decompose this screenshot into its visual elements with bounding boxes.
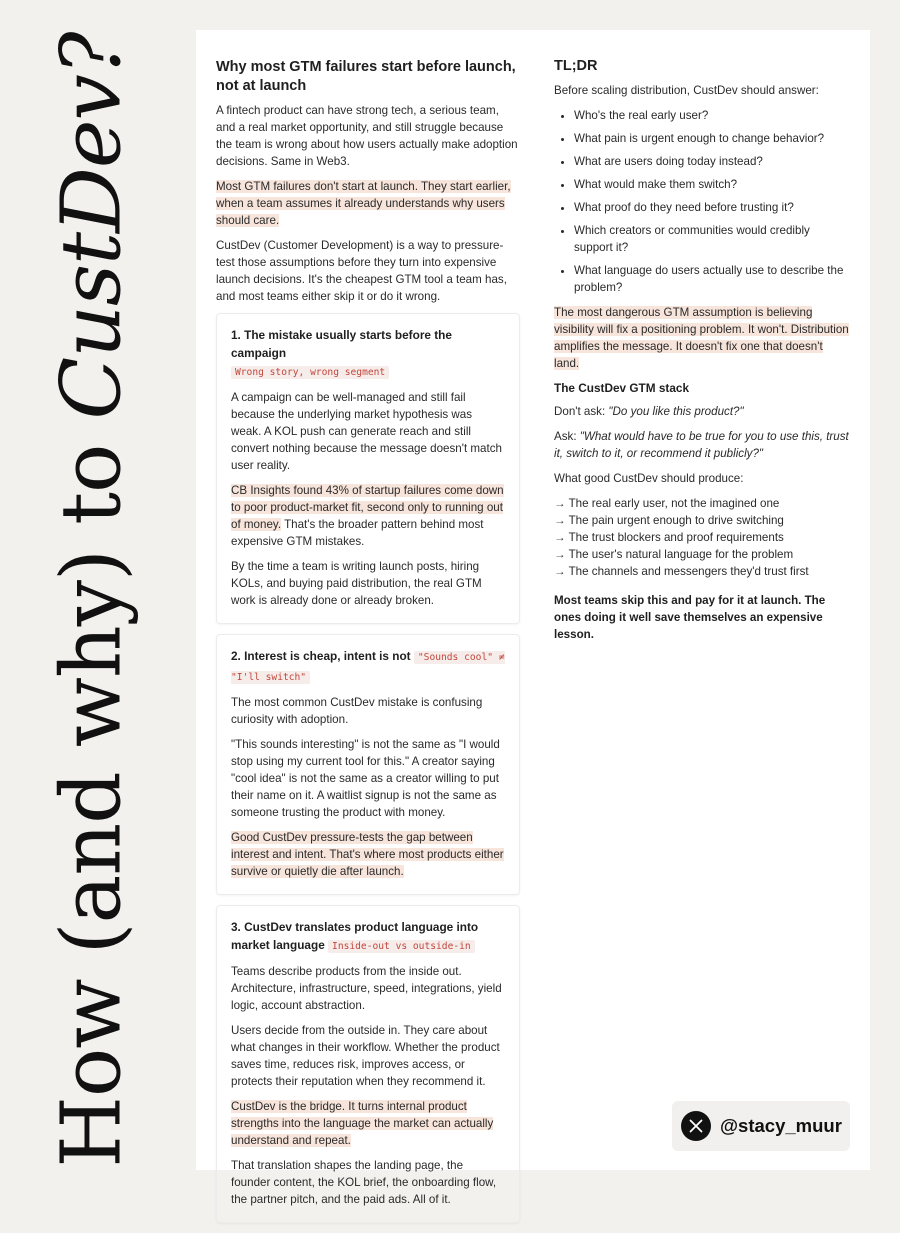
list-item: • What proof do they need before trusting it? [574,199,850,216]
warning-highlight: The most dangerous GTM assumption is believing visibility will fix a positioning problem. It won't. Distribution amplifies the message. It doesn't fix one that doesn't land. [554,306,849,370]
card-paragraph: That translation shapes the landing page, the founder content, the KOL brief, the onboarding flow, the partner pitch, and the paid ads. All of it. [231,1159,497,1206]
card-paragraph: A campaign can be well-managed and still fail because the underlying market hypothesis was weak. A KOL push can generate reach and still convert nothing because the message doesn't match user reality. [231,391,502,472]
intro-highlight: Most GTM failures don't start at launch. They start earlier, when a team assumes it already understands why users should care. [216,180,511,227]
card-highlight: Good CustDev pressure-tests the gap between interest and intent. That's where most products either survive or quietly die after launch. [231,831,504,878]
section-card-1 [216,313,520,624]
list-item: • What pain is urgent enough to change behavior? [574,130,850,147]
card-highlight: CustDev is the bridge. It turns internal product strengths into the language the market can actually understand and repeat. [231,1100,494,1147]
left-column [216,58,520,1233]
tldr-heading: TL;DR [554,58,598,74]
card-title: 2. Interest is cheap, intent is not "Sounds cool" ≠ "I'll switch" [231,649,505,683]
right-column [554,58,850,654]
tldr-intro: Before scaling distribution, CustDev should answer: [554,84,819,97]
page-title: How (and why) to CustDev? [44,32,140,1168]
stack-heading: The CustDev GTM stack [554,381,690,395]
author-handle-badge[interactable] [672,1101,850,1151]
section-card-3 [216,905,520,1223]
intro-paragraph: CustDev (Customer Development) is a way to pressure-test those assumptions before they turn into expensive launch decisions. It's the cheapest GTM tool a team has, and most teams either skip it or do it wrong. [216,239,507,303]
produce-intro: What good CustDev should produce: [554,472,744,485]
list-item: → The pain urgent enough to drive switching [554,514,784,527]
ask-line: Ask: "What would have to be true for you to use this, trust it, switch to it, or recommend it publicly?" [554,430,849,460]
list-item: • What language do users actually use to describe the problem? [574,262,850,296]
card-title: 1. The mistake usually starts before the campaign Wrong story, wrong segment [231,328,452,378]
list-item: • What are users doing today instead? [574,153,850,170]
list-item: • What would make them switch? [574,176,850,193]
x-logo-icon [681,1111,711,1141]
card-title: 3. CustDev translates product language into market language Inside-out vs outside-in [231,920,479,952]
author-handle: @stacy_muur [720,1115,842,1136]
card-paragraph: By the time a team is writing launch posts, hiring KOLs, and buying paid distribution, the real GTM work is already done or already broken. [231,560,482,607]
list-item: → The trust blockers and proof requirements [554,531,784,544]
dont-ask-line: Don't ask: "Do you like this product?" [554,405,744,418]
list-item: → The real early user, not the imagined one [554,497,780,510]
card-paragraph: Teams describe products from the inside out. Architecture, infrastructure, speed, integrations, yield logic, account abstraction. [231,965,502,1012]
closing-statement: Most teams skip this and pay for it at launch. The ones doing it well save themselves an expensive lesson. [554,593,826,641]
list-item: • Which creators or communities would credibly support it? [574,222,850,256]
question-list [554,107,850,296]
section-card-2 [216,634,520,895]
article-heading: Why most GTM failures start before launch, not at launch [216,59,516,94]
card-tag: Inside-out vs outside-in [328,940,475,953]
list-item: → The channels and messengers they'd trust first [554,565,809,578]
article-sheet [196,30,870,1206]
card-tag: Wrong story, wrong segment [231,366,389,379]
card-paragraph: Users decide from the outside in. They care about what changes in their workflow. Whether the product saves time, reduces risk, improves access, or protects their reputation when they recommend it. [231,1024,500,1088]
card-tag: "Sounds cool" ≠ "I'll switch" [231,652,505,683]
list-item: • Who's the real early user? [574,107,850,124]
card-paragraph: CB Insights found 43% of startup failures come down to poor product-market fit, second only to running out of money. That's the broader pattern behind most expensive GTM mistakes. [231,484,504,548]
output-list [554,495,850,580]
list-item: → The user's natural language for the problem [554,548,794,561]
card-paragraph: "This sounds interesting" is not the same as "I would stop using my current tool for this." A creator saying "cool idea" is not the same as a creator willing to put their name on it. A waitlist signup is not the same as someone trusting the product with money. [231,738,500,819]
card-paragraph: The most common CustDev mistake is confusing curiosity with adoption. [231,696,483,726]
intro-paragraph: A fintech product can have strong tech, a serious team, and a real market opportunity, and still struggle because the team is wrong about how users actually make adoption decisions. Same in Web3. [216,104,518,168]
